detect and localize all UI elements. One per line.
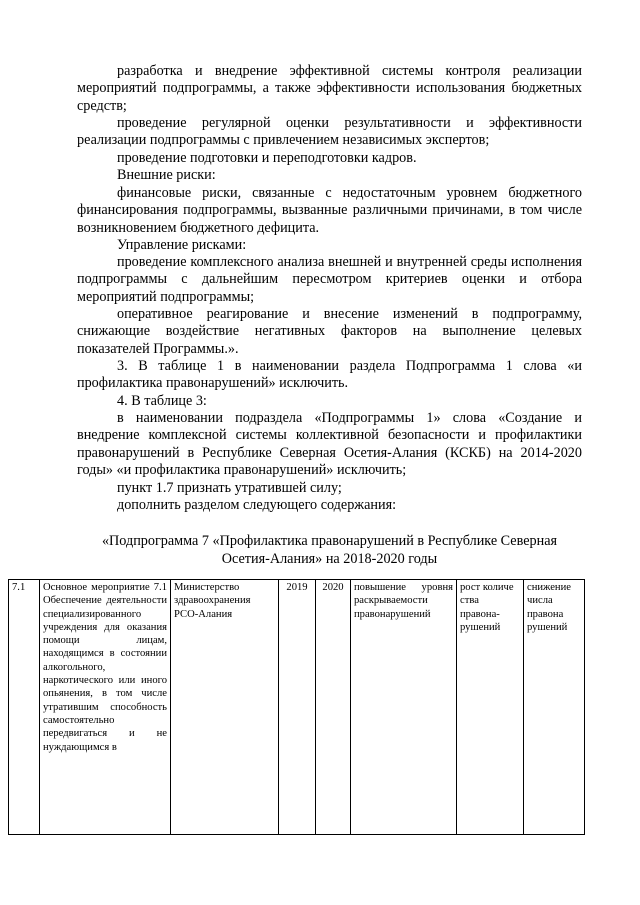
paragraph-complex-analysis: проведение комплексного анализа внешней и внутренней среды исполнения подпрограммы с дальнейшим пересмотром критериев оценки и отбора мероприятий подпрограммы; — [77, 254, 582, 305]
paragraph-staff-training: проведение подготовки и переподготовки кадров. — [117, 150, 417, 166]
cell-year-end: 2020 — [316, 580, 351, 835]
cell-result: повышение уровня раскрываемости правонарушений — [351, 580, 457, 835]
paragraph-control-system: разработка и внедрение эффективной системы контроля реализации мероприятий подпрограммы, а также эффективности использования бюджетных средств; — [77, 63, 582, 114]
paragraph-item-1-7: пункт 1.7 признать утратившей силу; — [117, 480, 342, 496]
cell-number: 7.1 — [9, 580, 40, 835]
cell-year-start: 2019 — [279, 580, 316, 835]
paragraph-external-risks: Внешние риски: — [117, 167, 216, 183]
cell-indicator: рост количе ства правона-рушений — [457, 580, 524, 835]
section-heading: «Подпрограмма 7 «Профилактика правонарушений в Республике Северная Осетия-Алания» на 2018-2020 годы — [101, 533, 558, 567]
paragraph-regular-evaluation: проведение регулярной оценки результативности и эффективности реализации подпрограммы с привлечением независимых экспертов; — [77, 115, 582, 149]
cell-main-event: Основное мероприятие 7.1 Обеспечение деятельности специализированного учреждения для оказания помощи лицам, находящимся в состоянии алкогольного, наркотического или иного опьянения, в том числе утратившим способность самостоятельно передвигаться и не нуждающимся в — [40, 580, 171, 835]
paragraph-add-section: дополнить разделом следующего содержания: — [117, 497, 397, 513]
cell-executor: Министерство здравоохранения РСО-Алания — [171, 580, 279, 835]
paragraph-item-4: 4. В таблице 3: — [117, 393, 207, 409]
paragraph-operational-response: оперативное реагирование и внесение изменений в подпрограмму, снижающие воздействие негативных факторов на выполнение целевых показателей Программы.». — [77, 306, 582, 357]
table-row — [9, 580, 585, 835]
paragraph-financial-risks: финансовые риски, связанные с недостаточным уровнем бюджетного финансирования подпрограммы, вызванные различными причинами, в том числе возникновением бюджетного дефицита. — [77, 185, 582, 236]
subprogram-table — [8, 579, 585, 835]
paragraph-item-3: 3. В таблице 1 в наименовании раздела Подпрограмма 1 слова «и профилактика правонарушений» исключить. — [77, 358, 582, 392]
paragraph-subsection-rename: в наименовании подраздела «Подпрограммы 1» слова «Создание и внедрение комплексной системы коллективной безопасности и профилактики правонарушений в Республике Северная Осетия-Алания (КСКБ) на 2014-2020 годы» «и профилактика правонарушений» исключить; — [77, 410, 582, 478]
cell-consequence: снижение числа правона рушений — [524, 580, 585, 835]
paragraph-risk-management: Управление рисками: — [117, 237, 247, 253]
